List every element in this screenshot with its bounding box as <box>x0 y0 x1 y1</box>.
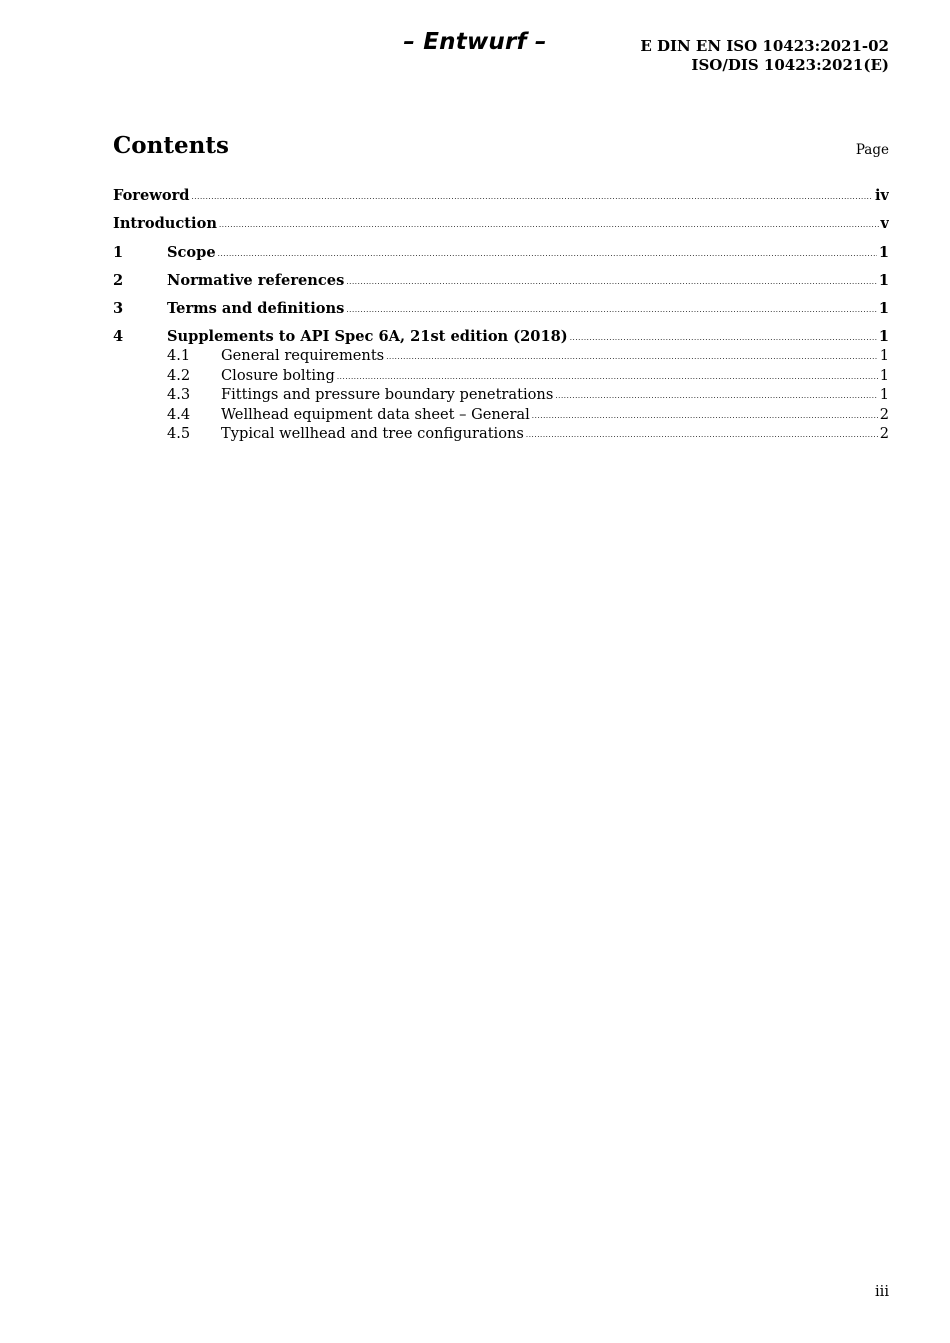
toc-entry-number: 4.1 <box>167 347 191 365</box>
toc-entry-number: 4.3 <box>167 386 191 404</box>
toc-subentry-data-sheet[interactable] <box>113 405 889 424</box>
din-standard-number: E DIN EN ISO 10423:2021-02 <box>640 37 889 55</box>
toc-entry-title: Fittings and pressure boundary penetrations <box>221 386 554 404</box>
toc-entry-page: 1 <box>878 300 889 318</box>
dot-leader <box>532 407 878 424</box>
toc-entry-page: 1 <box>879 347 889 365</box>
toc-entry-page: 1 <box>878 243 889 261</box>
toc-entry-title: Normative references <box>167 271 345 289</box>
toc-subentry-fittings[interactable] <box>113 385 889 404</box>
toc-entry-page: 2 <box>879 405 889 423</box>
toc-entry-number: 4.5 <box>167 425 191 443</box>
toc-entry-number: 4 <box>113 328 124 346</box>
toc-entry-title: Closure bolting <box>221 366 335 384</box>
toc-entry-page: 1 <box>879 366 889 384</box>
toc-entry-page: v <box>880 215 889 233</box>
toc-entry-title: Wellhead equipment data sheet – General <box>221 405 530 423</box>
draft-watermark: – Entwurf – <box>403 29 547 55</box>
dot-leader <box>555 387 877 404</box>
toc-entry-number: 1 <box>113 243 124 261</box>
toc-entry-title: Terms and definitions <box>167 300 345 318</box>
table-of-contents <box>113 185 889 443</box>
contents-heading: Contents <box>113 132 229 159</box>
toc-entry-title: Typical wellhead and tree configurations <box>221 425 524 443</box>
toc-entry-title: Introduction <box>113 215 217 233</box>
toc-entry-number: 4.2 <box>167 366 191 384</box>
dot-leader <box>346 271 877 293</box>
document-identifier <box>640 37 889 75</box>
toc-entry-page: 1 <box>879 386 889 404</box>
toc-subentry-general-requirements[interactable] <box>113 346 889 365</box>
toc-entry-introduction[interactable] <box>113 213 889 241</box>
toc-entry-number: 4.4 <box>167 405 191 423</box>
page-column-label: Page <box>855 142 889 158</box>
dot-leader <box>570 327 877 346</box>
toc-entry-title: Scope <box>167 243 216 261</box>
toc-entry-title: Foreword <box>113 187 190 204</box>
toc-subentry-closure-bolting[interactable] <box>113 366 889 385</box>
page-number: iii <box>874 1283 889 1300</box>
dot-leader <box>386 348 878 365</box>
dot-leader <box>337 368 878 385</box>
toc-entry-page: 1 <box>878 328 889 346</box>
toc-entry-page: 2 <box>879 425 889 443</box>
toc-entry-number: 3 <box>113 300 124 318</box>
toc-entry-normative-references[interactable] <box>113 270 889 298</box>
toc-entry-scope[interactable] <box>113 242 889 270</box>
iso-standard-number: ISO/DIS 10423:2021(E) <box>691 56 889 74</box>
dot-leader <box>346 299 876 321</box>
toc-subentry-configurations[interactable] <box>113 424 889 443</box>
dot-leader <box>526 426 878 443</box>
toc-entry-title: General requirements <box>221 347 385 365</box>
toc-entry-supplements[interactable] <box>113 326 889 346</box>
toc-entry-number: 2 <box>113 271 124 289</box>
dot-leader <box>218 243 877 265</box>
toc-entry-page: 1 <box>878 271 889 289</box>
toc-entry-terms-and-definitions[interactable] <box>113 298 889 326</box>
dot-leader <box>219 214 879 236</box>
toc-entry-title: Supplements to API Spec 6A, 21st edition (2018) <box>167 328 568 346</box>
toc-entry-page: iv <box>874 187 889 204</box>
dot-leader <box>191 186 873 208</box>
toc-entry-foreword[interactable] <box>113 185 889 213</box>
